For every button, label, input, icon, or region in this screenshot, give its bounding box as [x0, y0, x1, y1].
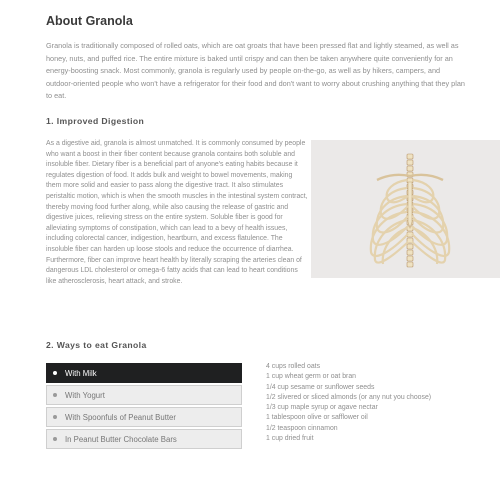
- digestion-paragraph: As a digestive aid, granola is almost unmatched. It is commonly consumed by people who want a boost in their fiber content because granola contains both soluble and insoluble fiber. Dietary fiber is a beneficial part of anyone's eating habits because it regulates digestion of food. It adds bulk and weight to bowel movements, making them more solid and easier to pass along the digestive tract. It also stimulates peristaltic motion, which is when the smooth muscles in the intestinal system contract, thereby moving food further along, while also causing the release of gastric and digestive juices, relieving stress on the entire system. Soluble fiber is good for alleviating symptoms of constipation, which can lead to a bevy of health issues, including colorectal cancer, indigestion, heartburn, and excess flatulence. The insoluble fiber can harden up loose stools and reduce the occurrence of diarrhea. Furthermore, fiber can improve heart health by literally scraping the arteries clean of dangerous LDL cholesterol or omega-6 fatty acids that can lead to heart conditions like atherosclerosis, heart attack, and stroke.: [46, 140, 308, 285]
- option-chocolate-bars[interactable]: [46, 429, 242, 449]
- bullet-icon: [53, 371, 57, 375]
- option-label: With Spoonfuls of Peanut Butter: [65, 412, 176, 422]
- option-peanut-butter[interactable]: [46, 407, 242, 427]
- ribcage-illustration: [311, 140, 500, 278]
- section-heading-ways: 2. Ways to eat Granola: [46, 340, 147, 350]
- bullet-icon: [53, 415, 57, 419]
- option-with-milk[interactable]: [46, 363, 242, 383]
- ingredient-line: 1/2 teaspoon cinnamon: [266, 424, 338, 432]
- bullet-icon: [53, 437, 57, 441]
- section-heading-digestion: 1. Improved Digestion: [46, 116, 145, 126]
- option-with-yogurt[interactable]: [46, 385, 242, 405]
- ingredient-line: 1 tablespoon olive or safflower oil: [266, 414, 368, 422]
- skeleton-ribcage-image: [311, 140, 500, 278]
- ingredient-line: 1 cup wheat germ or oat bran: [266, 373, 357, 381]
- ingredient-line: 1/4 cup sesame or sunflower seeds: [266, 383, 375, 391]
- recipe-ingredients: [266, 362, 486, 444]
- option-label: With Yogurt: [65, 390, 105, 400]
- ingredient-line: 4 cups rolled oats: [266, 363, 321, 370]
- option-label: In Peanut Butter Chocolate Bars: [65, 434, 177, 444]
- bullet-icon: [53, 393, 57, 397]
- page-title: About Granola: [46, 14, 133, 28]
- intro-paragraph: Granola is traditionally composed of rolled oats, which are oat groats that have been pressed flat and lightly steamed, as well as honey, nuts, and puffed rice. The entire mixture is baked until crispy and can then be taken anywhere quite conveniently for an energy-boosting snack. Most commonly, granola is regularly used by people on-the-go, as well as by hikers, campers, and outdoor-oriented people who won't have a refrigerator for their food and don't want to worry about crushing anything that they plan to eat.: [46, 41, 465, 100]
- ingredient-line: 1/2 slivered or sliced almonds (or any nut you choose): [266, 393, 432, 401]
- ways-list: [46, 363, 242, 451]
- ingredient-line: 1/3 cup maple syrup or agave nectar: [266, 404, 378, 412]
- option-label: With Milk: [65, 368, 97, 378]
- ingredient-line: 1 cup dried fruit: [266, 435, 314, 443]
